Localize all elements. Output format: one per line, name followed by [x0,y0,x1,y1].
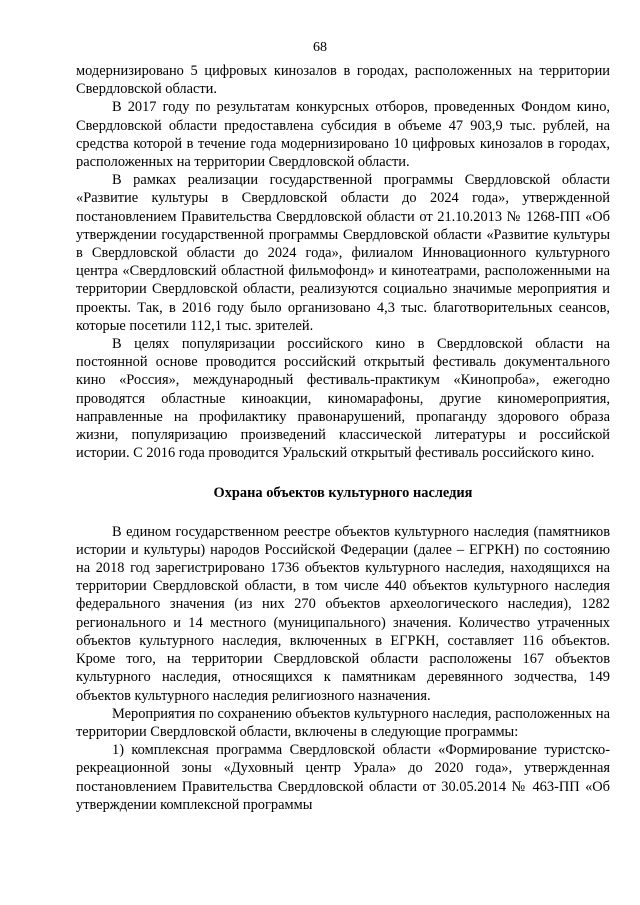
page-number: 68 [313,40,327,55]
paragraph-programs-intro: Мероприятия по сохранению объектов культурного наследия, расположенных на территории Свердловской области, включены в следующие программы: [76,705,610,740]
paragraph-program-item-1: 1) комплексная программа Свердловской области «Формирование туристско-рекреационной зоны «Духовный центр Урала» до 2020 года», утвержденная постановлением Правительства Свердловской области от 30.05.2014 № 463-ПП «Об утверждении комплексной программы [76,742,610,813]
section-heading: Охрана объектов культурного наследия [213,485,473,502]
paragraph-continued: модернизировано 5 цифровых кинозалов в городах, расположенных на территории Свердловской области. [76,63,610,98]
document-body [76,62,610,814]
paragraph-state-program: В рамках реализации государственной программы Свердловской области «Развитие культуры в Свердловской области до 2024 года», утвержденной постановлением Правительства Свердловской области от 21.10.2013 № 1268-ПП «Об утверждении государственной программы Свердловской области «Развитие культуры в Свердловской области до 2024 года», филиалом Инновационного культурного центра «Свердловский областной фильмофонд» и кинотеатрами, расположенными на территории Свердловской области, реализуются социально значимые мероприятия и проекты. Так, в 2016 году было организовано 4,3 тыс. благотворительных сеансов, которые посетили 112,1 тыс. зрителей. [76,172,610,334]
paragraph-film-festivals: В целях популяризации российского кино в Свердловской области на постоянной основе проводится российский открытый фестиваль документального кино «Россия», международный фестиваль-практикум «Кинопроба», ежегодно проводятся областные киноакции, киномарафоны, другие киномероприятия, направленные на профилактику правонарушений, пропаганду здорового образа жизни, популяризацию произведений классической литературы и российской истории. С 2016 года проводится Уральский открытый фестиваль российского кино. [76,336,610,462]
paragraph-subsidy-2017: В 2017 году по результатам конкурсных отборов, проведенных Фондом кино, Свердловской области предоставлена субсидия в объеме 47 903,9 тыс. рублей, на средства которой в течение года модернизировано 10 цифровых кинозалов в городах, расположенных на территории Свердловской области. [76,99,610,171]
paragraph-registry: В едином государственном реестре объектов культурного наследия (памятников истории и культуры) народов Российской Федерации (далее – ЕГРКН) по состоянию на 2018 год зарегистрировано 1736 объектов культурного наследия, находящихся на территории Свердловской области, в том числе 440 объектов культурного наследия федерального значения (из них 270 объектов археологического наследия), 1282 регионального и 14 местного (муниципального) значения. Количество утраченных объектов культурного наследия, включенных в ЕГРКН, составляет 116 объектов. Кроме того, на территории Свердловской области расположены 167 объектов культурного наследия, относящихся к памятникам деревянного зодчества, 149 объектов культурного наследия религиозного назначения. [76,523,610,704]
